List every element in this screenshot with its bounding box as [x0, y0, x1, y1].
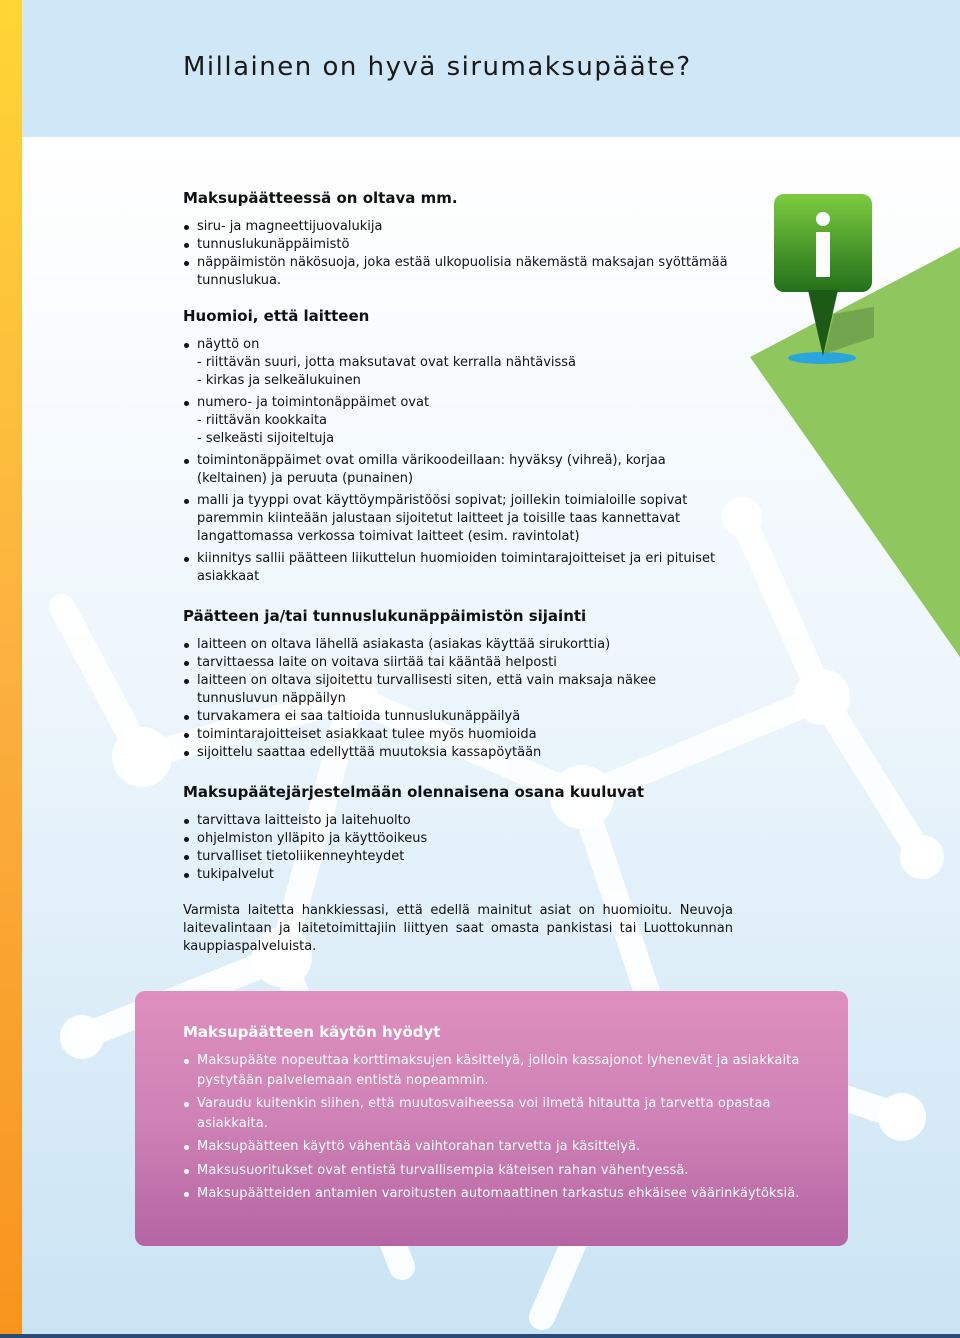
bottom-rule — [0, 1334, 960, 1338]
list-item: näppäimistön näkösuoja, joka estää ulkopuolisia näkemästä maksajan syöttämää tunnuslukua. — [183, 254, 733, 290]
advice-paragraph: Varmista laitetta hankkiessasi, että edellä mainitut asiat on huomioitu. Neuvoja laitevalintaan ja laitetoimittajiin liittyen saat omasta pankistasi tai Luottokunnan kauppiaspalveluista. — [183, 903, 733, 954]
benefits-list — [183, 1051, 803, 1208]
list-item: laitteen on oltava lähellä asiakasta (asiakas käyttää sirukorttia) — [183, 636, 733, 654]
sub-item: - riittävän kookkaita — [197, 413, 328, 428]
system-list — [183, 812, 733, 884]
device-list — [183, 336, 733, 586]
section-heading-device: Huomioi, että laitteen — [183, 307, 370, 325]
list-item: tarvittava laitteisto ja laitehuolto — [183, 812, 733, 830]
benefits-heading: Maksupäätteen käytön hyödyt — [183, 1023, 441, 1041]
side-color-bar — [0, 0, 22, 1338]
list-item: laitteen on oltava sijoitettu turvallisesti siten, että vain maksaja näkee tunnusluvun näppäilyn — [183, 672, 733, 708]
sub-item: - selkeästi sijoiteltuja — [197, 431, 335, 446]
benefits-box — [135, 991, 848, 1246]
list-item — [183, 336, 733, 390]
sub-item: - kirkas ja selkeälukuinen — [197, 373, 361, 388]
list-item: Maksupäätteen käyttö vähentää vaihtorahan tarvetta ja käsittelyä. — [183, 1137, 803, 1157]
list-item: Varaudu kuitenkin siihen, että muutosvaiheessa voi ilmetä hitautta ja tarvetta opastaa asiakkaita. — [183, 1094, 803, 1133]
list-item: Maksusuoritukset ovat entistä turvallisempia käteisen rahan vähentyessä. — [183, 1161, 803, 1181]
list-item: toimintonäppäimet ovat omilla värikoodeillaan: hyväksy (vihreä), korjaa (keltainen) ja peruuta (punainen) — [183, 452, 733, 488]
info-icon — [774, 194, 874, 364]
list-item: siru- ja magneettijuovalukija — [183, 218, 733, 236]
list-item: tunnuslukunäppäimistö — [183, 236, 733, 254]
list-item: Maksupääte nopeuttaa korttimaksujen käsittelyä, jolloin kassajonot lyhenevät ja asiakkaita pystytään palvelemaan entistä nopeammin. — [183, 1051, 803, 1090]
list-item: kiinnitys sallii päätteen liikuttelun huomioiden toimintarajoitteiset ja eri pituiset asiakkaat — [183, 550, 733, 586]
section-heading-requirements: Maksupäätteessä on oltava mm. — [183, 189, 458, 207]
list-item — [183, 394, 733, 448]
requirements-list — [183, 218, 733, 290]
list-item: tarvittaessa laite on voitava siirtää tai kääntää helposti — [183, 654, 733, 672]
page-title: Millainen on hyvä sirumaksupääte? — [183, 52, 692, 82]
list-item: toimintarajoitteiset asiakkaat tulee myös huomioida — [183, 726, 733, 744]
list-item: malli ja tyyppi ovat käyttöympäristöösi sopivat; joillekin toimialoille sopivat paremmin kiinteään jalustaan sijoitetut laitteet ja toisille taas kannettavat langattomassa verkossa toimivat laitteet (esim. ravintolat) — [183, 492, 733, 546]
section-heading-system: Maksupäätejärjestelmään olennaisena osana kuuluvat — [183, 783, 645, 801]
list-item: sijoittelu saattaa edellyttää muutoksia kassapöytään — [183, 744, 733, 762]
section-heading-placement: Päätteen ja/tai tunnuslukunäppäimistön sijainti — [183, 607, 587, 625]
list-item: turvakamera ei saa taltioida tunnuslukunäppäilyä — [183, 708, 733, 726]
main-content — [183, 188, 733, 956]
list-item-text: numero- ja toimintonäppäimet ovat — [197, 395, 430, 410]
list-item: turvalliset tietoliikenneyhteydet — [183, 848, 733, 866]
list-item: Maksupäätteiden antamien varoitusten automaattinen tarkastus ehkäisee väärinkäytöksiä. — [183, 1184, 803, 1204]
list-item: ohjelmiston ylläpito ja käyttöoikeus — [183, 830, 733, 848]
list-item-text: näyttö on — [197, 337, 260, 352]
sub-item: - riittävän suuri, jotta maksutavat ovat kerralla nähtävissä — [197, 355, 577, 370]
list-item: tukipalvelut — [183, 866, 733, 884]
placement-list — [183, 636, 733, 762]
